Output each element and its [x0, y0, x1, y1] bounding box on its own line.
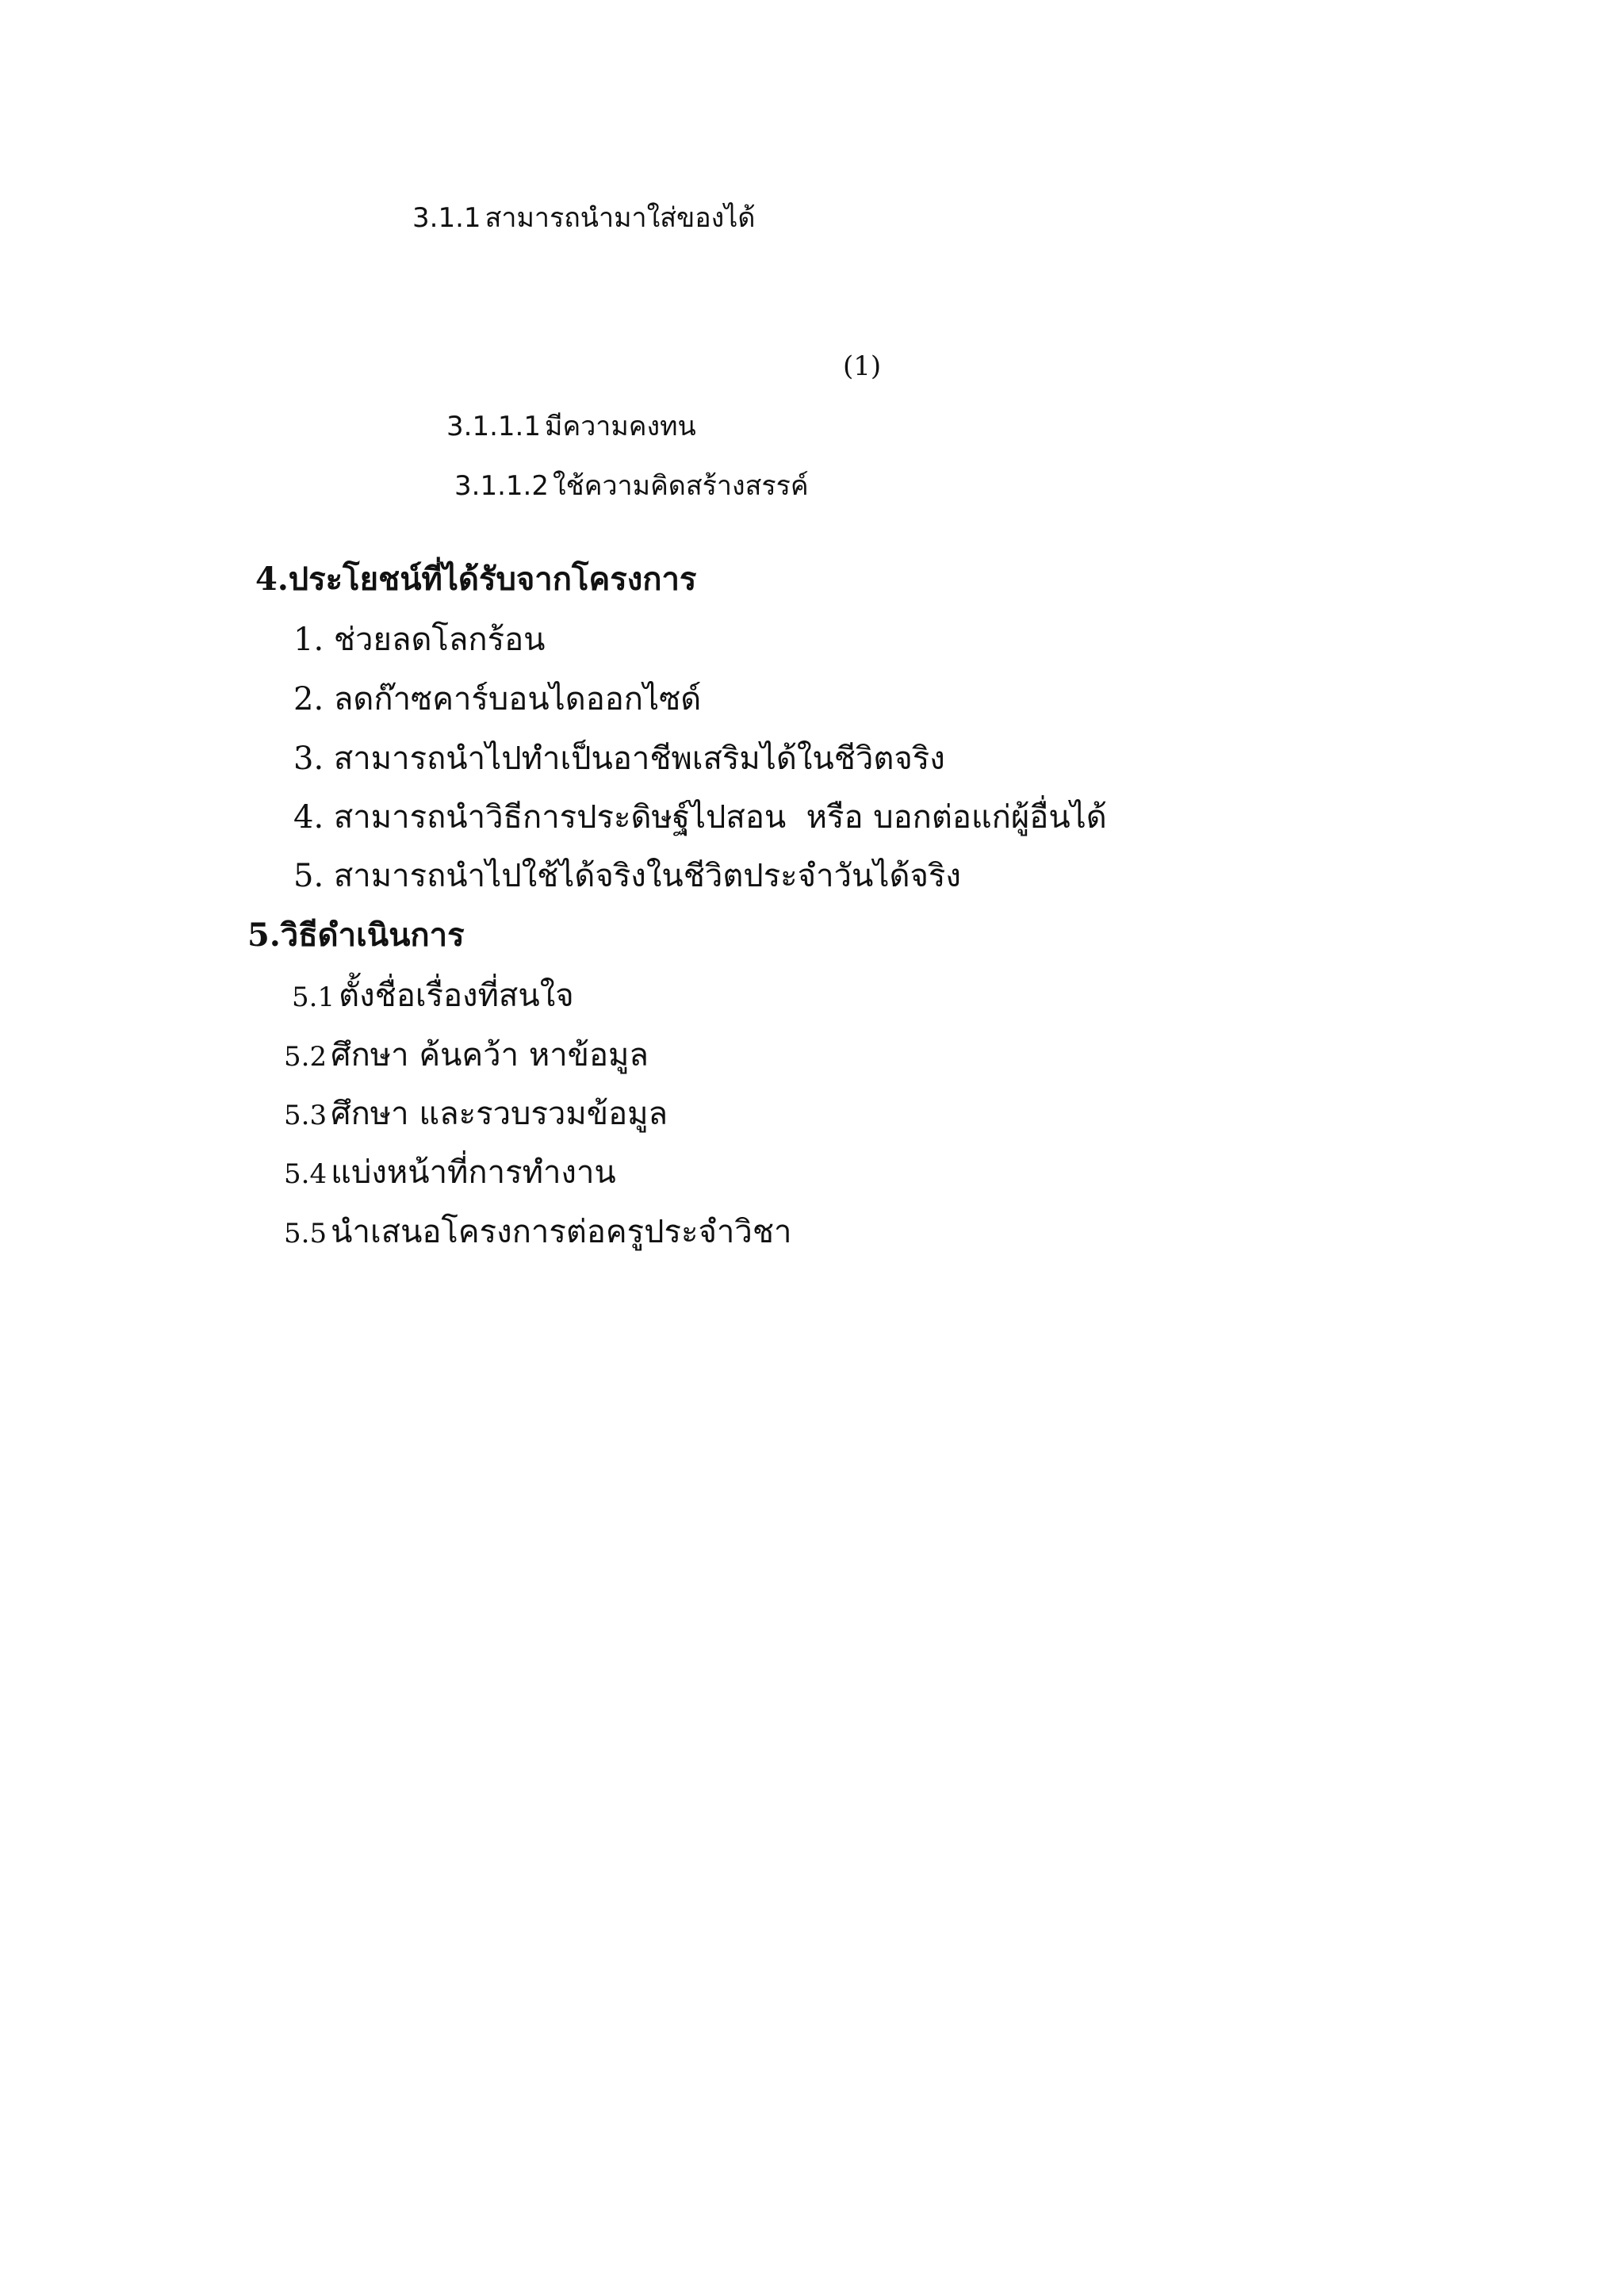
item-text: สามารถนำไปทำเป็นอาชีพเสริมได้ในชีวิตจริง	[333, 740, 945, 777]
item-number: 1.	[293, 622, 324, 658]
item-number: 4.	[293, 799, 324, 836]
figure-reference: (1)	[843, 350, 882, 382]
method-item-5-1	[292, 977, 574, 1015]
benefit-item-3	[293, 740, 945, 778]
item-number: 5.4	[284, 1158, 327, 1190]
section-4-heading: 4.ประโยชน์ที่ได้รับจากโครงการ	[255, 561, 697, 598]
item-number: 5.3	[284, 1100, 327, 1131]
sub-item-number: 3.1.1.1	[446, 411, 541, 442]
item-text: สามารถนำวิธีการประดิษฐ์ไปสอน หรือ บอกต่อแก่ผู้อื่นได้	[333, 799, 1107, 836]
method-item-5-5	[284, 1213, 791, 1251]
method-item-5-3	[284, 1095, 668, 1133]
item-number: 5.	[293, 858, 324, 894]
section-number: 3.1.1	[412, 202, 481, 234]
benefit-item-2	[293, 680, 701, 718]
item-text: นำเสนอโครงการต่อครูประจำวิชา	[331, 1214, 792, 1250]
benefit-item-1	[293, 621, 546, 659]
section-5-heading: 5.วิธีดำเนินการ	[247, 916, 465, 954]
benefit-item-4	[293, 798, 1107, 836]
section-3-1-1	[412, 202, 755, 235]
sub-item-number: 3.1.1.2	[454, 470, 549, 502]
item-text: แบ่งหน้าที่การทำงาน	[331, 1154, 616, 1191]
item-number: 5.2	[284, 1041, 327, 1073]
item-text: ช่วยลดโลกร้อน	[333, 622, 546, 658]
item-text: ตั้งชื่อเรื่องที่สนใจ	[339, 978, 574, 1014]
item-text: ศึกษา ค้นคว้า หาข้อมูล	[331, 1037, 649, 1073]
item-number: 2.	[293, 681, 324, 718]
method-item-5-2	[284, 1036, 649, 1074]
item-number: 5.5	[284, 1218, 327, 1249]
item-text: ลดก๊าซคาร์บอนไดออกไซด์	[333, 681, 702, 718]
method-item-5-4	[284, 1154, 616, 1192]
item-number: 3.	[293, 740, 324, 777]
item-number: 5.1	[292, 982, 335, 1013]
item-text: ศึกษา และรวบรวมข้อมูล	[331, 1096, 668, 1132]
sub-item-3-1-1-2	[454, 470, 809, 503]
sub-item-3-1-1-1	[446, 411, 696, 443]
benefit-item-5	[293, 857, 961, 895]
sub-item-text: ใช้ความคิดสร้างสรรค์	[553, 470, 809, 502]
item-text: สามารถนำไปใช้ได้จริงในชีวิตประจำวันได้จริง	[333, 858, 961, 894]
section-text: สามารถนำมาใส่ของได้	[485, 202, 756, 234]
sub-item-text: มีความคงทน	[545, 411, 696, 442]
